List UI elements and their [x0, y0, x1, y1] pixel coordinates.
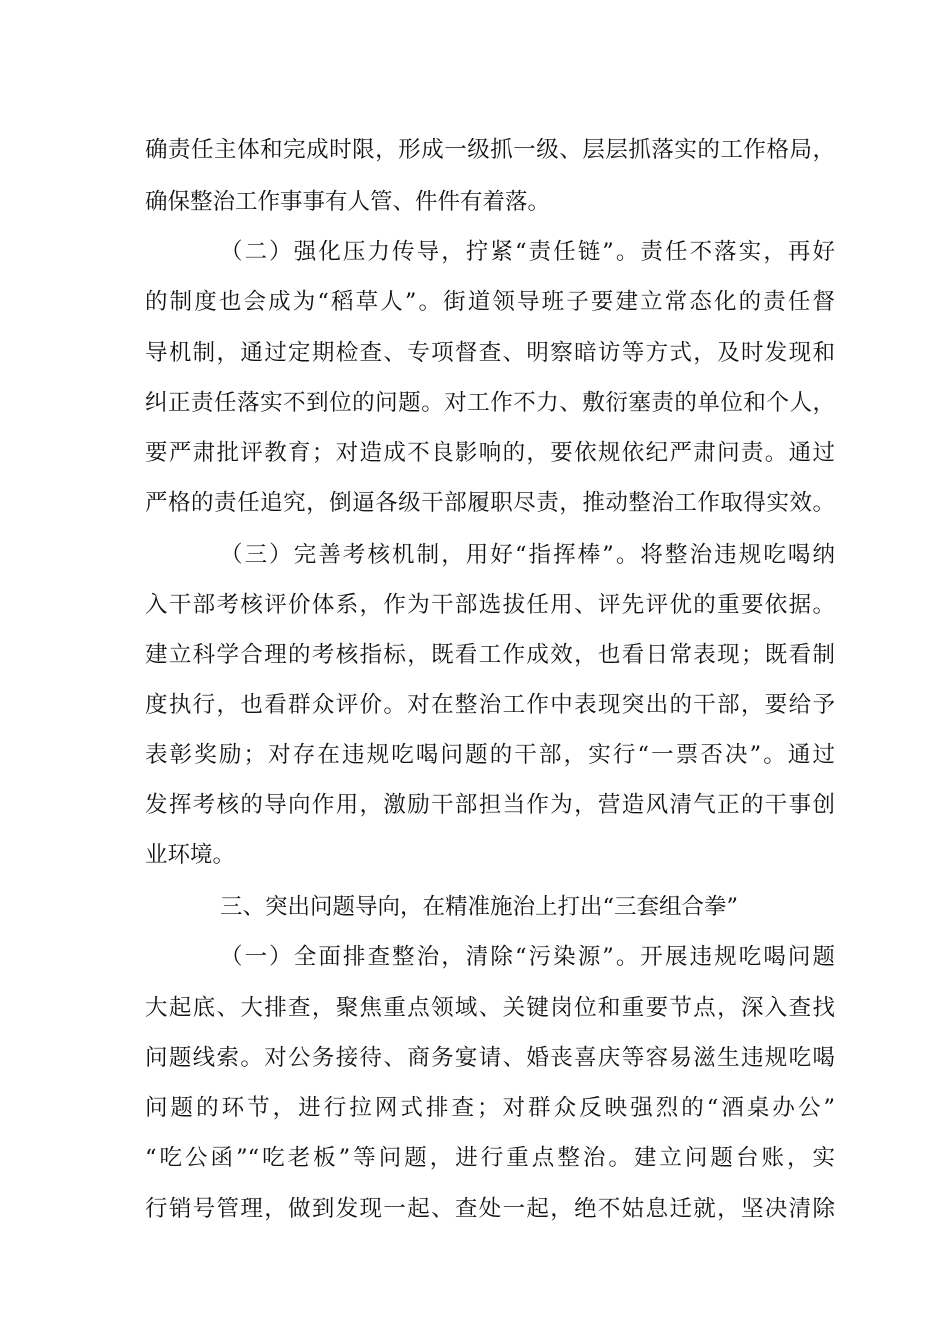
- text-line: 确责任主体和完成时限，形成一级抓一级、层层抓落实的工作格局，: [145, 137, 835, 163]
- text-line: 发挥考核的导向作用，激励干部担当作为，营造风清气正的干事创: [145, 792, 835, 818]
- section-heading-line: （三）完善考核机制，用好“指挥棒”。将整治违规吃喝纳: [220, 542, 835, 568]
- text-line: 纠正责任落实不到位的问题。对工作不力、敷衍塞责的单位和个人，: [145, 390, 835, 416]
- text-line: 问题的环节，进行拉网式排查；对群众反映强烈的“酒桌办公”: [145, 1095, 835, 1121]
- text-line: 要严肃批评教育；对造成不良影响的，要依规依纪严肃问责。通过: [145, 440, 835, 466]
- text-line: 行销号管理，做到发现一起、查处一起，绝不姑息迁就，坚决清除: [145, 1196, 835, 1222]
- text-line: 大起底、大排查，聚焦重点领域、关键岗位和重要节点，深入查找: [145, 995, 835, 1021]
- section-heading-line: （一）全面排查整治，清除“污染源”。开展违规吃喝问题: [220, 944, 835, 970]
- text-line: 度执行，也看群众评价。对在整治工作中表现突出的干部，要给予: [145, 692, 835, 718]
- text-line: 表彰奖励；对存在违规吃喝问题的干部，实行“一票否决”。通过: [145, 742, 835, 768]
- section-heading-line: （二）强化压力传导，拧紧“责任链”。责任不落实，再好: [220, 239, 835, 265]
- text-line: 问题线索。对公务接待、商务宴请、婚丧喜庆等容易滋生违规吃喝: [145, 1045, 835, 1071]
- text-line: 业环境。: [145, 842, 236, 868]
- chapter-heading: 三、突出问题导向，在精准施治上打出“三套组合拳”: [220, 894, 739, 920]
- text-line: “吃公函”“吃老板”等问题，进行重点整治。建立问题台账，实: [145, 1145, 835, 1171]
- text-line: 建立科学合理的考核指标，既看工作成效，也看日常表现；既看制: [145, 642, 835, 668]
- text-line: 确保整治工作事事有人管、件件有着落。: [145, 189, 551, 215]
- text-line: 的制度也会成为“稻草人”。街道领导班子要建立常态化的责任督: [145, 289, 835, 315]
- text-line: 严格的责任追究，倒逼各级干部履职尽责，推动整治工作取得实效。: [145, 490, 835, 516]
- text-line: 导机制，通过定期检查、专项督查、明察暗访等方式，及时发现和: [145, 340, 835, 366]
- text-line: 入干部考核评价体系，作为干部选拔任用、评先评优的重要依据。: [145, 592, 835, 618]
